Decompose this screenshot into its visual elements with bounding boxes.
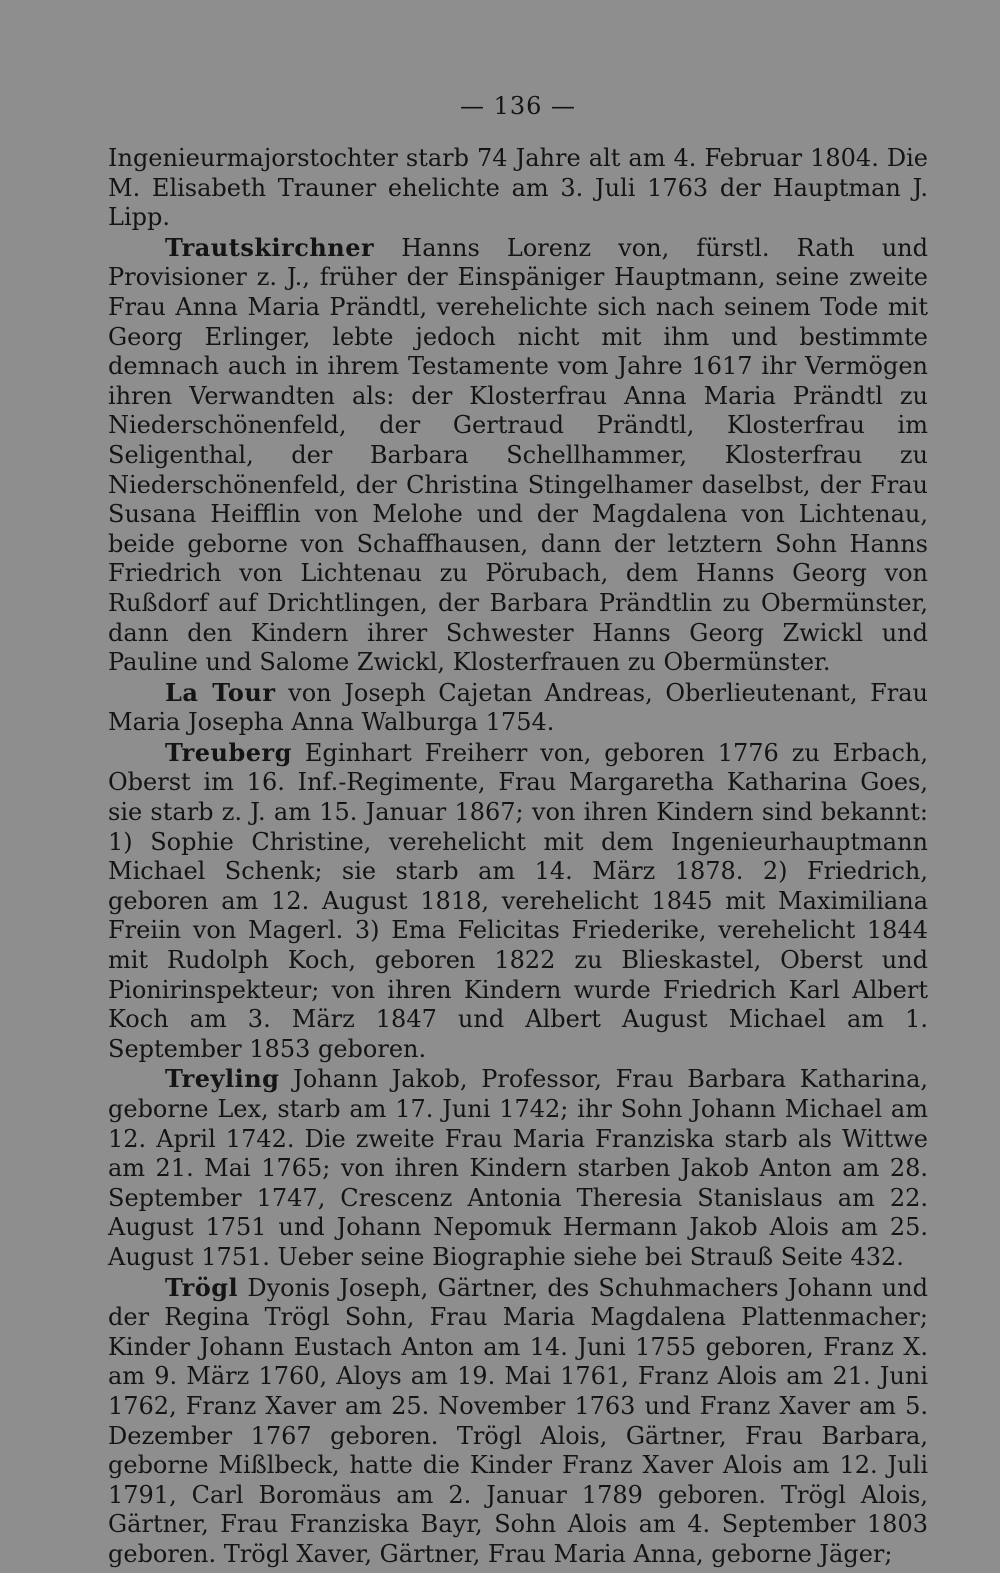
entry-heading: Trautskirchner [165, 232, 375, 262]
entry-troegl [108, 1273, 928, 1570]
entry-heading: Treyling [165, 1064, 280, 1094]
paragraph-text: Ingenieurmajorstochter starb 74 Jahre alt am 4. Februar 1804. Die M. Elisabeth Trauner ehelichte am 3. Juli 1763 der Hauptman J. Lipp. [108, 144, 928, 232]
book-page [108, 88, 928, 1570]
entry-text: Eginhart Freiherr von, geboren 1776 zu Erbach, Oberst im 16. Inf.-Regimente, Frau Margaretha Katharina Goes, sie starb z. J. am 15. Januar 1867; von ihren Kindern sind bekannt: 1) Sophie Christine, verehelicht mit dem Ingenieurhauptmann Michael Schenk; sie starb am 14. März 1878. 2) Friedrich, geboren am 12. August 1818, verehelicht 1845 mit Maximiliana Freiin von Magerl. 3) Ema Felicitas Friederike, verehelicht 1844 mit Rudolph Koch, geboren 1822 zu Blieskastel, Oberst und Pionirinspekteur; von ihren Kindern wurde Friedrich Karl Albert Koch am 3. März 1847 und Albert August Michael am 1. September 1853 geboren. [108, 738, 928, 1063]
page-number: — 136 — [459, 92, 577, 120]
entry-la-tour [108, 678, 928, 738]
entry-text: Johann Jakob, Professor, Frau Barbara Katharina, geborne Lex, starb am 17. Juni 1742; ihr Sohn Johann Michael am 12. April 1742. Die zweite Frau Maria Franziska starb als Wittwe am 21. Mai 1765; von ihren Kindern starben Jakob Anton am 28. September 1747, Crescenz Antonia Theresia Stanislaus am 22. August 1751 und Johann Nepomuk Hermann Jakob Alois am 25. August 1751. Ueber seine Biographie siehe bei Strauß Seite 432. [108, 1065, 928, 1271]
entry-treuberg [108, 738, 928, 1065]
entry-heading: La Tour [165, 677, 276, 707]
entry-text: von Joseph Cajetan Andreas, Oberlieutenant, Frau Maria Josepha Anna Walburga 1754. [108, 678, 928, 737]
entry-heading: Treuberg [165, 737, 292, 767]
entry-heading: Trögl [165, 1272, 239, 1302]
entry-trautskirchner [108, 233, 928, 678]
entry-treyling [108, 1064, 928, 1272]
paragraph-continued [108, 144, 928, 233]
entry-text: Dyonis Joseph, Gärtner, des Schuhmachers Johann und der Regina Trögl Sohn, Frau Maria Magdalena Plattenmacher; Kinder Johann Eustach Anton am 14. Juni 1755 geboren, Franz X. am 9. März 1760, Aloys am 19. Mai 1761, Franz Alois am 21. Juni 1762, Franz Xaver am 25. November 1763 und Franz Xaver am 5. Dezember 1767 geboren. Trögl Alois, Gärtner, Frau Barbara, geborne Mißlbeck, hatte die Kinder Franz Xaver Alois am 12. Juli 1791, Carl Boromäus am 2. Januar 1789 geboren. Trögl Alois, Gärtner, Frau Franziska Bayr, Sohn Alois am 4. September 1803 geboren. Trögl Xaver, Gärtner, Frau Maria Anna, geborne Jäger; [108, 1273, 928, 1568]
entry-text: Hanns Lorenz von, fürstl. Rath und Provisioner z. J., früher der Einspäniger Hauptmann, seine zweite Frau Anna Maria Prändtl, verehelichte sich nach seinem Tode mit Georg Erlinger, lebte jedoch nicht mit ihm und bestimmte demnach auch in ihrem Testamente vom Jahre 1617 ihr Vermögen ihren Verwandten als: der Klosterfrau Anna Maria Prändtl zu Niederschönenfeld, der Gertraud Prändtl, Klosterfrau im Seligenthal, der Barbara Schellhammer, Klosterfrau zu Niederschönenfeld, der Christina Stingelhamer daselbst, der Frau Susana Heifflin von Melohe und der Magdalena von Lichtenau, beide geborne von Schaffhausen, dann der letztern Sohn Hanns Friedrich von Lichtenau zu Pörubach, dem Hanns Georg von Rußdorf auf Drichtlingen, der Barbara Prändtlin zu Obermünster, dann den Kindern ihrer Schwester Hanns Georg Zwickl und Pauline und Salome Zwickl, Klosterfrauen zu Obermünster. [108, 233, 928, 677]
